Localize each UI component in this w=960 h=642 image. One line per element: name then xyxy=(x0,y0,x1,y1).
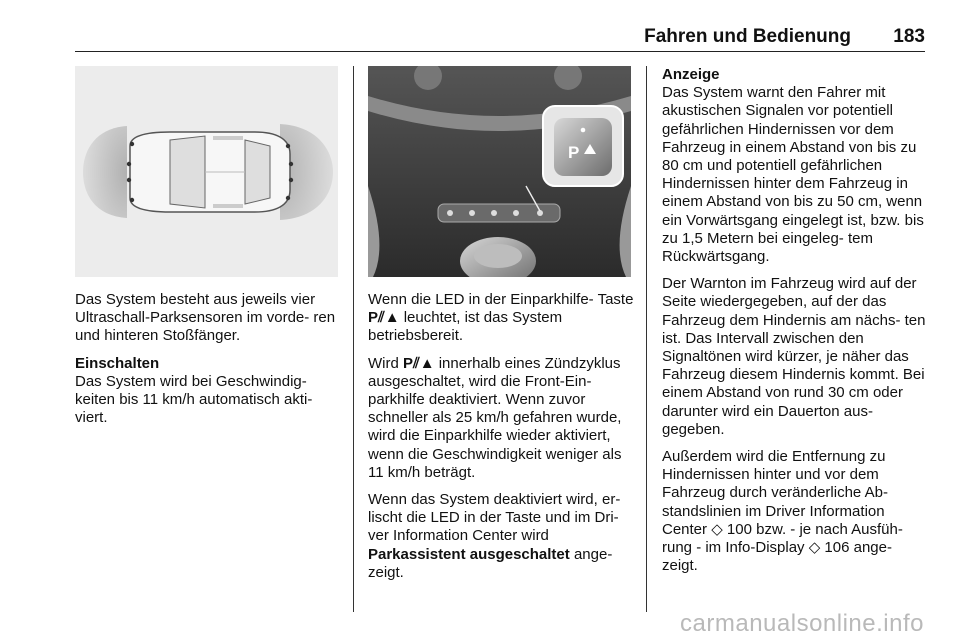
header-rule xyxy=(75,51,925,52)
column-left xyxy=(75,291,340,436)
console-button-figure xyxy=(368,66,631,277)
column-middle xyxy=(368,291,636,591)
text-span: innerhalb eines Zündzyklus ausgeschaltet, wird die Front-Ein- parkhilfe deaktiviert. Wenn zuvor schneller als 25 km/h gefahren wurde, wird die Einparkhilfe wieder aktiviert, wenn die Geschwindigkeit weniger als 11 km/h beträgt. xyxy=(368,354,622,481)
car-top-view-parking-sensors-icon xyxy=(75,66,338,277)
text-span: ange- zeigt. xyxy=(368,545,613,581)
text-span: Außerdem wird die Entfernung zu Hindernissen hinter und vor dem Fahrzeug durch veränderliche Ab- standslinien im Driver Information Center xyxy=(662,448,888,538)
distance-display-paragraph xyxy=(662,448,928,575)
text-span: Wenn die LED in der Einparkhilfe- Taste xyxy=(368,291,634,308)
warning-tone-paragraph: Der Warnton im Fahrzeug wird auf der Seite wiedergegeben, auf der das Fahrzeug dem Hindernis am nächs- ten ist. Das Intervall zwischen den Signaltönen wird kürzer, je näher das Fahrzeug diesem Hindernis kommt. Bei einem Abstand von rund 30 cm oder darunter wird ein Dauerton aus- gegeben. xyxy=(662,275,926,438)
einschalten-heading: Einschalten xyxy=(75,354,160,372)
off-message-paragraph xyxy=(368,491,636,582)
text-span: bzw. - je nach Ausfüh- rung - im Info-Display xyxy=(662,520,903,557)
warning-paragraph: Das System warnt den Fahrer mit akustischen Signalen vor potentiell gefährlichen Hindernissen vor dem Fahrzeug in einem Abstand von bis zu 80 cm und potentiell gefährlichen Hindernissen hinter dem Fahrzeug in einem Abstand von bis zu 50 cm, wenn ein Vorwärtsgang eingelegt ist, bzw. bis zu 1,5 Metern bei eingeleg- tem Rückwärtsgang. xyxy=(662,84,924,266)
text-span: leuchtet, ist das System betriebsbereit. xyxy=(368,309,563,345)
column-right xyxy=(662,66,928,584)
text-span: Wird xyxy=(368,354,399,372)
column-divider xyxy=(646,66,647,612)
text-span: ange- zeigt. xyxy=(662,539,892,575)
parking-assist-symbol-icon: P⫽▲ xyxy=(403,354,435,372)
page-title: Fahren und Bedienung xyxy=(644,26,851,47)
parking-button-label: P xyxy=(568,143,580,162)
deactivate-paragraph xyxy=(368,355,636,482)
column-divider xyxy=(353,66,354,612)
watermark: carmanualsonline.info xyxy=(680,610,924,637)
led-paragraph xyxy=(368,291,636,346)
anzeige-heading: Anzeige xyxy=(662,66,720,83)
einschalten-paragraph: Das System wird bei Geschwindig- keiten bis 11 km/h automatisch akti- viert. xyxy=(75,372,313,427)
parking-assist-symbol-icon: P⫽▲ xyxy=(368,309,400,327)
text-span: Wenn das System deaktiviert wird, er- lischt die LED in der Taste und im Dri- ver Information Center wird xyxy=(368,491,621,545)
page-reference-link[interactable]: ◇ 100 xyxy=(711,520,752,538)
parking-assist-button-icon xyxy=(368,66,631,277)
page-header xyxy=(75,26,925,48)
page-number: 183 xyxy=(893,26,925,47)
parking-assist-off-message: Parkassistent ausgeschaltet xyxy=(368,545,570,563)
intro-paragraph: Das System besteht aus jeweils vier Ultraschall-Parksensoren im vorde- ren und hinteren Stoßfänger. xyxy=(75,291,336,345)
car-sensors-figure xyxy=(75,66,338,277)
page-reference-link[interactable]: ◇ 106 xyxy=(808,539,850,557)
